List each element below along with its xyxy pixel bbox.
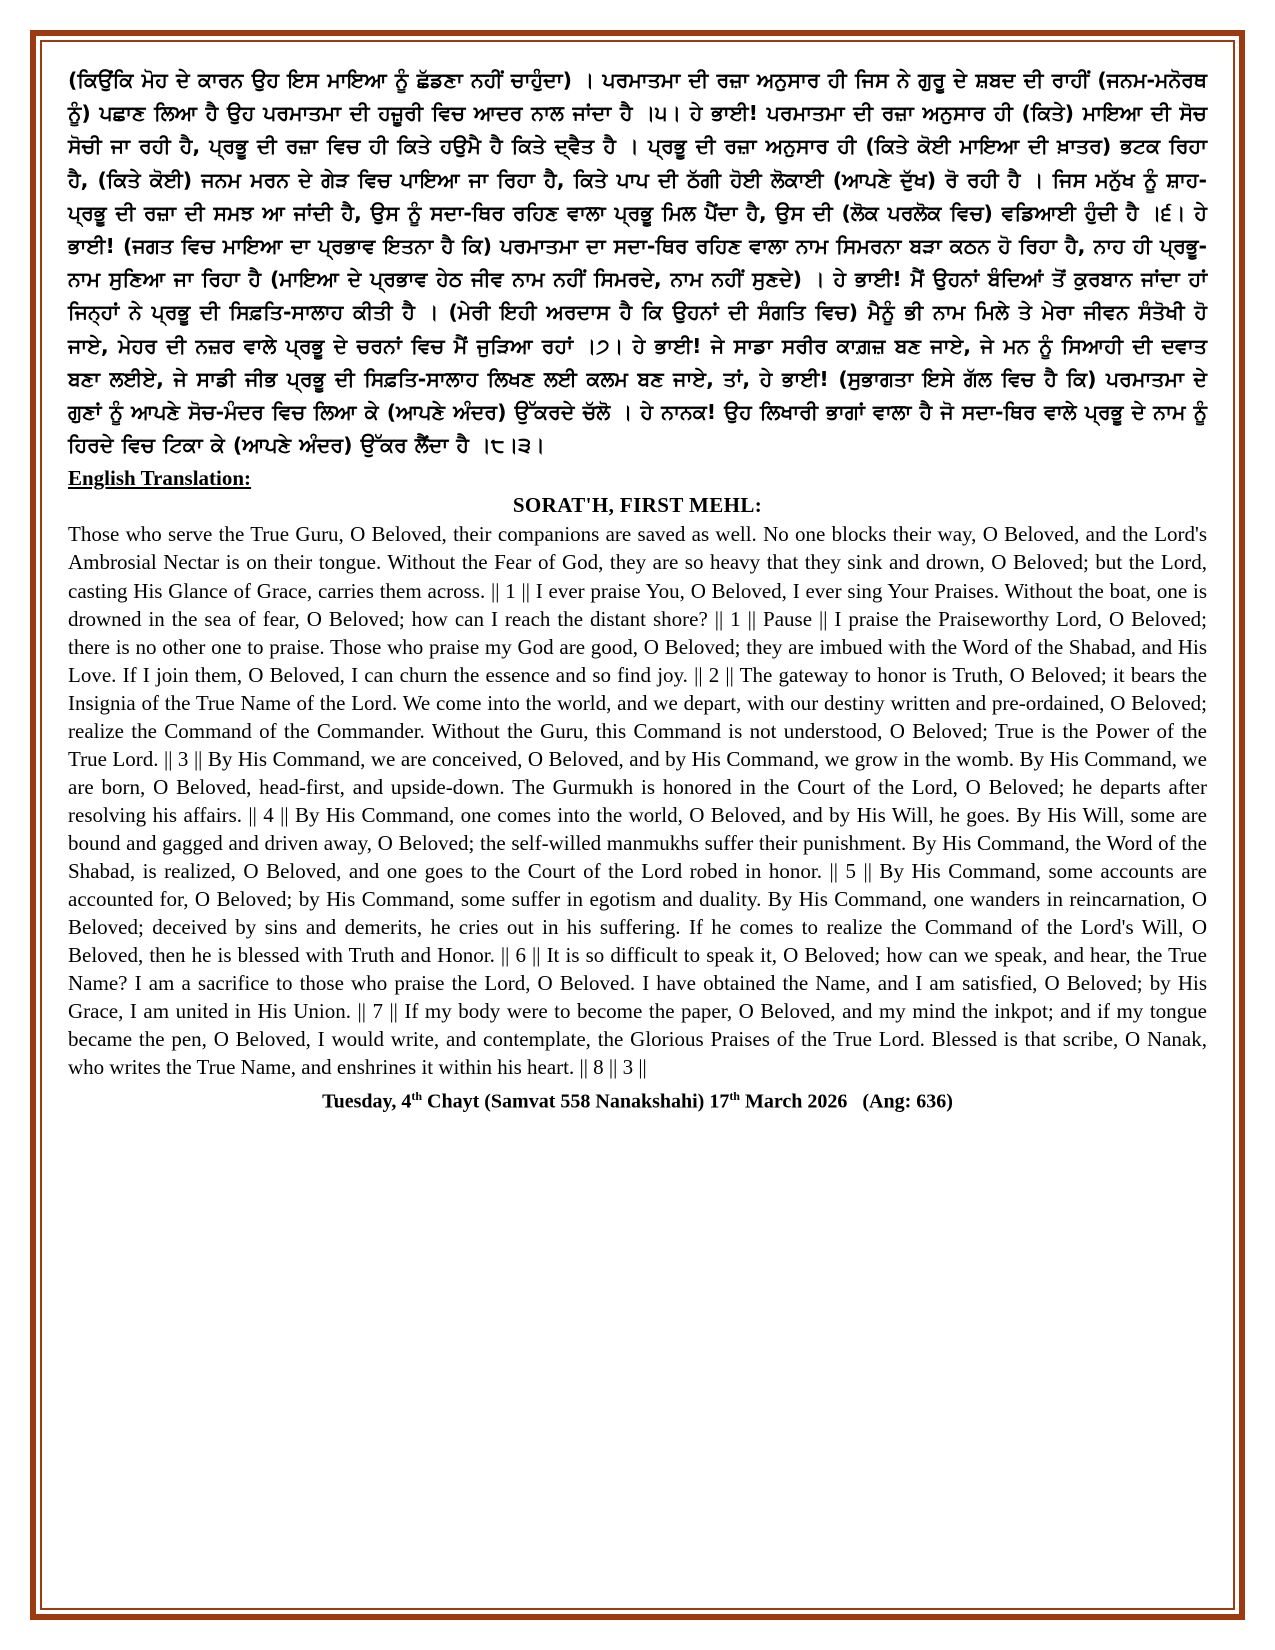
footer-date-suffix: th <box>729 1089 740 1104</box>
footer-ang-reference: (Ang: 636) <box>862 1090 953 1113</box>
punjabi-scripture-text: (ਕਿਉਂਕਿ ਮੋਹ ਦੇ ਕਾਰਨ ਉਹ ਇਸ ਮਾਇਆ ਨੂੰ ਛੱਡਣਾ ਨਹੀਂ ਚਾਹੁੰਦਾ) । ਪਰਮਾਤਮਾ ਦੀ ਰਜ਼ਾ ਅਨੁਸਾਰ ਹੀ ਜਿਸ ਨੇ ਗੁਰੂ ਦੇ ਸ਼ਬਦ ਦੀ ਰਾਹੀਂ (ਜਨਮ-ਮਨੋਰਥ ਨੂੰ) ਪਛਾਣ ਲਿਆ ਹੈ ਉਹ ਪਰਮਾਤਮਾ ਦੀ ਹਜ਼ੂਰੀ ਵਿਚ ਆਦਰ ਨਾਲ ਜਾਂਦਾ ਹੈ ।੫। ਹੇ ਭਾਈ! ਪਰਮਾਤਮਾ ਦੀ ਰਜ਼ਾ ਅਨੁਸਾਰ ਹੀ (ਕਿਤੇ) ਮਾਇਆ ਦੀ ਸੋਚ ਸੋਚੀ ਜਾ ਰਹੀ ਹੈ, ਪ੍ਰਭੂ ਦੀ ਰਜ਼ਾ ਵਿਚ ਹੀ ਕਿਤੇ ਹਉਮੈ ਹੈ ਕਿਤੇ ਦ੍ਵੈਤ ਹੈ । ਪ੍ਰਭੂ ਦੀ ਰਜ਼ਾ ਅਨੁਸਾਰ ਹੀ (ਕਿਤੇ ਕੋਈ ਮਾਇਆ ਦੀ ਖ਼ਾਤਰ) ਭਟਕ ਰਿਹਾ ਹੈ, (ਕਿਤੇ ਕੋਈ) ਜਨਮ ਮਰਨ ਦੇ ਗੇੜ ਵਿਚ ਪਾਇਆ ਜਾ ਰਿਹਾ ਹੈ, ਕਿਤੇ ਪਾਪ ਦੀ ਠੱਗੀ ਹੋਈ ਲੋਕਾਈ (ਆਪਣੇ ਦੁੱਖ) ਰੋ ਰਹੀ ਹੈ । ਜਿਸ ਮਨੁੱਖ ਨੂੰ ਸ਼ਾਹ-ਪ੍ਰਭੂ ਦੀ ਰਜ਼ਾ ਦੀ ਸਮਝ ਆ ਜਾਂਦੀ ਹੈ, ਉਸ ਨੂੰ ਸਦਾ-ਥਿਰ ਰਹਿਣ ਵਾਲਾ ਪ੍ਰਭੂ ਮਿਲ ਪੈਂਦਾ ਹੈ, ਉਸ ਦੀ (ਲੋਕ ਪਰਲੋਕ ਵਿਚ) ਵਡਿਆਈ ਹੁੰਦੀ ਹੈ ।੬। ਹੇ ਭਾਈ! (ਜਗਤ ਵਿਚ ਮਾਇਆ ਦਾ ਪ੍ਰਭਾਵ ਇਤਨਾ ਹੈ ਕਿ) ਪਰਮਾਤਮਾ ਦਾ ਸਦਾ-ਥਿਰ ਰਹਿਣ ਵਾਲਾ ਨਾਮ ਸਿਮਰਨਾ ਬੜਾ ਕਠਨ ਹੋ ਰਿਹਾ ਹੈ, ਨਾਹ ਹੀ ਪ੍ਰਭੂ-ਨਾਮ ਸੁਣਿਆ ਜਾ ਰਿਹਾ ਹੈ (ਮਾਇਆ ਦੇ ਪ੍ਰਭਾਵ ਹੇਠ ਜੀਵ ਨਾਮ ਨਹੀਂ ਸਿਮਰਦੇ, ਨਾਮ ਨਹੀਂ ਸੁਣਦੇ) । ਹੇ ਭਾਈ! ਮੈਂ ਉਹਨਾਂ ਬੰਦਿਆਂ ਤੋਂ ਕੁਰਬਾਨ ਜਾਂਦਾ ਹਾਂ ਜਿਨ੍ਹਾਂ ਨੇ ਪ੍ਰਭੂ ਦੀ ਸਿਫ਼ਤਿ-ਸਾਲਾਹ ਕੀਤੀ ਹੈ । (ਮੇਰੀ ਇਹੀ ਅਰਦਾਸ ਹੈ ਕਿ ਉਹਨਾਂ ਦੀ ਸੰਗਤਿ ਵਿਚ) ਮੈਨੂੰ ਭੀ ਨਾਮ ਮਿਲੇ ਤੇ ਮੇਰਾ ਜੀਵਨ ਸੰਤੋਖੀ ਹੋ ਜਾਏ, ਮੇਹਰ ਦੀ ਨਜ਼ਰ ਵਾਲੇ ਪ੍ਰਭੂ ਦੇ ਚਰਨਾਂ ਵਿਚ ਮੈਂ ਜੁੜਿਆ ਰਹਾਂ ।੭। ਹੇ ਭਾਈ! ਜੇ ਸਾਡਾ ਸਰੀਰ ਕਾਗ਼ਜ਼ ਬਣ ਜਾਏ, ਜੇ ਮਨ ਨੂੰ ਸਿਆਹੀ ਦੀ ਦਵਾਤ ਬਣਾ ਲਈਏ, ਜੇ ਸਾਡੀ ਜੀਭ ਪ੍ਰਭੂ ਦੀ ਸਿਫ਼ਤਿ-ਸਾਲਾਹ ਲਿਖਣ ਲਈ ਕਲਮ ਬਣ ਜਾਏ, ਤਾਂ, ਹੇ ਭਾਈ! (ਸੁਭਾਗਤਾ ਇਸੇ ਗੱਲ ਵਿਚ ਹੈ ਕਿ) ਪਰਮਾਤਮਾ ਦੇ ਗੁਣਾਂ ਨੂੰ ਆਪਣੇ ਸੋਚ-ਮੰਦਰ ਵਿਚ ਲਿਆ ਕੇ (ਆਪਣੇ ਅੰਦਰ) ਉੱਕਰਦੇ ਚੱਲੋ । ਹੇ ਨਾਨਕ! ਉਹ ਲਿਖਾਰੀ ਭਾਗਾਂ ਵਾਲਾ ਹੈ ਜੋ ਸਦਾ-ਥਿਰ ਵਾਲੇ ਪ੍ਰਭੂ ਦੇ ਨਾਮ ਨੂੰ ਹਿਰਦੇ ਵਿਚ ਟਿਕਾ ਕੇ (ਆਪਣੇ ਅੰਦਰ) ਉੱਕਰ ਲੈਂਦਾ ਹੈ ।੮।੩। <box>68 68 1208 458</box>
footer-year: March 2026 <box>739 1090 848 1113</box>
english-translation-label: English Translation: <box>68 466 252 491</box>
footer-day: Tuesday, 4 <box>322 1090 412 1113</box>
page-border-outer <box>30 30 1245 1620</box>
english-translation-text: Those who serve the True Guru, O Beloved, their companions are saved as well. No one blocks their way, O Beloved, and the Lord's Ambrosial Nectar is on their tongue. Without the Fear of God, they are so heavy that they sink and drown, O Beloved; but the Lord, casting His Glance of Grace, carries them across. || 1 || I ever praise You, O Beloved, I ever sing Your Praises. Without the boat, one is drowned in the sea of fear, O Beloved; how can I reach the distant shore? || 1 || Pause || I praise the Praiseworthy Lord, O Beloved; there is no other one to praise. Those who praise my God are good, O Beloved; they are imbued with the Word of the Shabad, and His Love. If I join them, O Beloved, I can churn the essence and so find joy. || 2 || The gateway to honor is Truth, O Beloved; it bears the Insignia of the True Name of the Lord. We come into the world, and we depart, with our destiny written and pre-ordained, O Beloved; realize the Command of the Commander. Without the Guru, this Command is not understood, O Beloved; True is the Power of the True Lord. || 3 || By His Command, we are conceived, O Beloved, and by His Command, we grow in the womb. By His Command, we are born, O Beloved, head-first, and upside-down. The Gurmukh is honored in the Court of the Lord, O Beloved; he departs after resolving his affairs. || 4 || By His Command, one comes into the world, O Beloved, and by His Will, he goes. By His Will, some are bound and gagged and driven away, O Beloved; the self-willed manmukhs suffer their punishment. By His Command, the Word of the Shabad, is realized, O Beloved, and one goes to the Court of the Lord robed in honor. || 5 || By His Command, some accounts are accounted for, O Beloved; by His Command, some suffer in egotism and duality. By His Command, one wanders in reincarnation, O Beloved; deceived by sins and demerits, he cries out in his suffering. If he comes to realize the Command of the Lord's Will, O Beloved, then he is blessed with Truth and Honor. || 6 || It is so difficult to speak it, O Beloved; how can we speak, and hear, the True Name? I am a sacrifice to those who praise the Lord, O Beloved. I have obtained the Name, and I am satisfied, O Beloved; by His Grace, I am united in His Union. || 7 || If my body were to become the paper, O Beloved, and my mind the inkpot; and if my tongue became the pen, O Beloved, I would write, and contemplate, the Glorious Praises of the True Lord. Blessed is that scribe, O Nanak, who writes the True Name, and enshrines it within his heart. || 8 || 3 || <box>68 522 1207 1080</box>
footer-day-suffix: th <box>411 1089 423 1104</box>
english-raag-title: SORAT'H, FIRST MEHL: <box>512 493 763 518</box>
page-border-inner <box>40 40 1235 1610</box>
footer-date-line <box>68 1089 1207 1114</box>
footer-month: Chayt (Samvat 558 Nanakshahi) 17 <box>422 1090 730 1113</box>
